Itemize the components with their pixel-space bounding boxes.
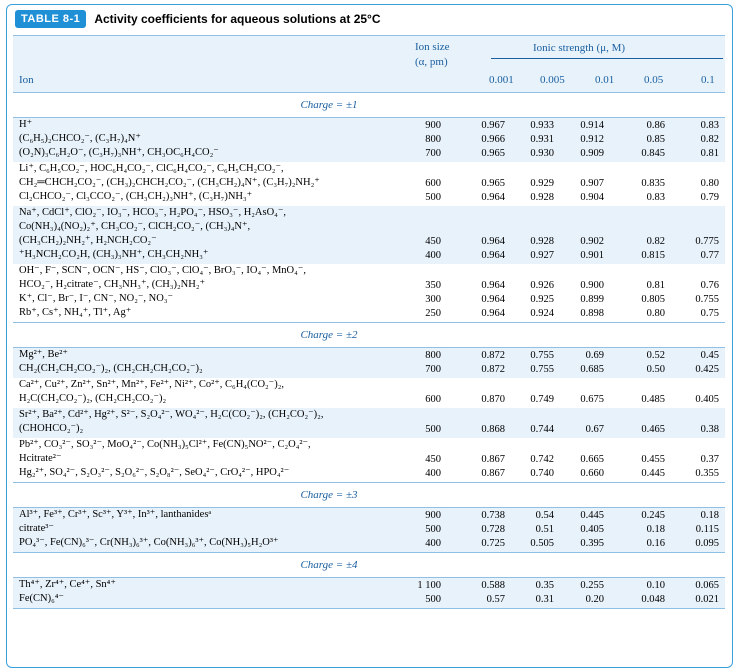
activity-coefficient: 0.065 (695, 580, 719, 591)
activity-coefficient: 0.901 (580, 250, 604, 261)
ion-group (13, 117, 725, 323)
activity-coefficient: 0.926 (530, 280, 554, 291)
activity-coefficient: 0.83 (646, 192, 665, 203)
ion-size-value: 500 (425, 524, 441, 535)
activity-coefficient: 0.964 (481, 236, 505, 247)
activity-coefficient: 0.76 (700, 280, 719, 291)
ion-size-value: 400 (425, 250, 441, 261)
activity-coefficient: 0.86 (646, 120, 665, 131)
activity-coefficient: 0.245 (641, 510, 665, 521)
ion-size-value: 900 (425, 120, 441, 131)
activity-coefficient: 0.665 (580, 454, 604, 465)
activity-coefficient: 0.835 (641, 178, 665, 189)
ionic-strength-rule (491, 58, 723, 59)
activity-coefficient: 0.742 (530, 454, 554, 465)
activity-coefficient: 0.749 (530, 394, 554, 405)
activity-coefficient: 0.405 (695, 394, 719, 405)
activity-coefficient: 0.900 (580, 280, 604, 291)
activity-coefficient: 0.964 (481, 250, 505, 261)
ion-size-value: 700 (425, 148, 441, 159)
activity-coefficient: 0.77 (700, 250, 719, 261)
charge-label: Charge = ±3 (300, 489, 358, 501)
activity-coefficient: 0.38 (700, 424, 719, 435)
ion-size-value: 1 100 (417, 580, 441, 591)
activity-coefficient: 0.966 (481, 134, 505, 145)
table-row (13, 378, 725, 408)
strength-0001: 0.001 (489, 74, 514, 86)
activity-coefficient: 0.805 (641, 294, 665, 305)
ion-size-value: 450 (425, 454, 441, 465)
activity-coefficient: 0.10 (646, 580, 665, 591)
activity-coefficient: 0.16 (646, 538, 665, 549)
activity-coefficient: 0.845 (641, 148, 665, 159)
charge-heading (13, 93, 725, 117)
activity-coefficient: 0.898 (580, 308, 604, 319)
activity-coefficient: 0.872 (481, 350, 505, 361)
activity-coefficient: 0.738 (481, 510, 505, 521)
ion-list: Al³⁺, Fe³⁺, Cr³⁺, Sc³⁺, Y³⁺, In³⁺, lanthanidesᵃ citrate³⁻ PO₄³⁻, Fe(CN)₆³⁻, Cr(NH₃)₆³⁺, Co(NH₃)₆³⁺, Co(NH₃)₅H₂O³⁺ (19, 509, 279, 548)
column-header (13, 35, 725, 93)
activity-coefficient: 0.914 (580, 120, 604, 131)
activity-coefficient: 0.80 (700, 178, 719, 189)
ion-list: OH⁻, F⁻, SCN⁻, OCN⁻, HS⁻, ClO₃⁻, ClO₄⁻, BrO₃⁻, IO₄⁻, MnO₄⁻, HCO₂⁻, H₂citrate⁻, CH₃NH₃⁺, (CH₃)₂NH₂⁺ K⁺, Cl⁻, Br⁻, I⁻, CN⁻, NO₂⁻, NO₃⁻ Rb⁺, Cs⁺, NH₄⁺, Tl⁺, Ag⁺ (19, 265, 306, 318)
table-row (13, 408, 725, 438)
activity-coefficient: 0.899 (580, 294, 604, 305)
ion-size-value: 800 (425, 134, 441, 145)
activity-coefficient: 0.924 (530, 308, 554, 319)
activity-coefficient: 0.82 (646, 236, 665, 247)
activity-coefficient: 0.57 (486, 594, 505, 605)
strength-01: 0.1 (701, 74, 715, 86)
charge-heading (13, 553, 725, 577)
ionic-strength-header: Ionic strength (μ, M) (533, 42, 626, 54)
activity-coefficient: 0.355 (695, 468, 719, 479)
strength-005: 0.05 (644, 74, 664, 86)
activity-coefficient: 0.725 (481, 538, 505, 549)
activity-coefficient: 0.912 (580, 134, 604, 145)
activity-coefficient: 0.815 (641, 250, 665, 261)
ion-size-value: 500 (425, 594, 441, 605)
ion-size-value: 350 (425, 280, 441, 291)
activity-coefficient: 0.50 (646, 364, 665, 375)
activity-coefficient: 0.925 (530, 294, 554, 305)
activity-coefficient: 0.505 (530, 538, 554, 549)
ion-group (13, 507, 725, 553)
table-number-badge: TABLE 8-1 (15, 10, 86, 28)
activity-coefficient: 0.964 (481, 280, 505, 291)
ion-size-value: 900 (425, 510, 441, 521)
ion-list: Ca²⁺, Cu²⁺, Zn²⁺, Sn²⁺, Mn²⁺, Fe²⁺, Ni²⁺, Co²⁺, C₆H₄(CO₂⁻)₂, H₂C(CH₂CO₂⁻)₂, (CH₂CH₂CO₂⁻)₂ (19, 379, 285, 404)
activity-coefficient: 0.740 (530, 468, 554, 479)
activity-coefficient: 0.405 (580, 524, 604, 535)
activity-coefficient: 0.18 (700, 510, 719, 521)
activity-coefficient: 0.588 (481, 580, 505, 591)
activity-coefficient: 0.445 (641, 468, 665, 479)
ion-list: Sr²⁺, Ba²⁺, Cd²⁺, Hg²⁺, S²⁻, S₂O₄²⁻, WO₄²⁻, H₂C(CO₂⁻)₂, (CH₂CO₂⁻)₂, (CHOHCO₂⁻)₂ (19, 409, 324, 434)
activity-coefficient: 0.931 (530, 134, 554, 145)
activity-coefficient: 0.255 (580, 580, 604, 591)
ion-size-value: 800 (425, 350, 441, 361)
charge-label: Charge = ±4 (300, 559, 358, 571)
activity-coefficient: 0.75 (700, 308, 719, 319)
table-title: Activity coefficients for aqueous solutions at 25°C (94, 12, 381, 26)
ion-list: H⁺ (C₆H₅)₂CHCO₂⁻, (C₃H₇)₄N⁺ (O₂N)₃C₆H₂O⁻, (C₃H₇)₃NH⁺, CH₃OC₆H₄CO₂⁻ (19, 119, 219, 158)
activity-coefficient: 0.83 (700, 120, 719, 131)
activity-coefficient: 0.81 (646, 280, 665, 291)
activity-coefficient: 0.69 (585, 350, 604, 361)
table-row (13, 508, 725, 552)
activity-coefficient: 0.964 (481, 192, 505, 203)
activity-coefficient: 0.048 (641, 594, 665, 605)
activity-coefficient: 0.660 (580, 468, 604, 479)
activity-coefficient: 0.965 (481, 178, 505, 189)
ion-list: Mg²⁺, Be²⁺ CH₂(CH₂CH₂CO₂⁻)₂, (CH₂CH₂CH₂CO₂⁻)₂ (19, 349, 203, 374)
ion-list: Th⁴⁺, Zr⁴⁺, Ce⁴⁺, Sn⁴⁺ Fe(CN)₆⁴⁻ (19, 579, 116, 604)
ion-list: Pb²⁺, CO₃²⁻, SO₃²⁻, MoO₄²⁻, Co(NH₃)₅Cl²⁺, Fe(CN)₅NO²⁻, C₂O₄²⁻, Hcitrate²⁻ Hg₂²⁺, SO₄²⁻, S₂O₃²⁻, S₂O₆²⁻, S₂O₈²⁻, SeO₄²⁻, CrO₄²⁻, HPO₄²⁻ (19, 439, 311, 478)
activity-coefficient: 0.933 (530, 120, 554, 131)
activity-coefficient: 0.485 (641, 394, 665, 405)
ion-list: Li⁺, C₆H₅CO₂⁻, HOC₆H₄CO₂⁻, ClC₆H₄CO₂⁻, C₆H₅CH₂CO₂⁻, CH₂═CHCH₂CO₂⁻, (CH₃)₂CHCH₂CO₂⁻, (CH₃CH₂)₄N⁺, (C₃H₇)₂NH₂⁺ Cl₂CHCO₂⁻, Cl₃CCO₂⁻, (CH₃CH₂)₃NH⁺, (C₃H₇)NH₃⁺ (19, 163, 320, 202)
activity-coefficient: 0.755 (530, 350, 554, 361)
activity-coefficient: 0.54 (535, 510, 554, 521)
activity-coefficient: 0.928 (530, 236, 554, 247)
ion-size-value: 400 (425, 468, 441, 479)
activity-coefficient: 0.930 (530, 148, 554, 159)
table-panel (6, 4, 733, 668)
ion-group (13, 577, 725, 609)
activity-coefficient: 0.902 (580, 236, 604, 247)
activity-coefficient: 0.868 (481, 424, 505, 435)
activity-coefficient: 0.35 (535, 580, 554, 591)
charge-label: Charge = ±2 (300, 329, 358, 341)
table-header (7, 5, 732, 33)
table-row (13, 578, 725, 608)
activity-coefficient: 0.904 (580, 192, 604, 203)
activity-coefficient: 0.775 (695, 236, 719, 247)
ion-size-value: 600 (425, 178, 441, 189)
charge-heading (13, 323, 725, 347)
activity-coefficient: 0.20 (585, 594, 604, 605)
activity-coefficient: 0.445 (580, 510, 604, 521)
activity-coefficient: 0.867 (481, 468, 505, 479)
activity-coefficient: 0.67 (585, 424, 604, 435)
ion-size-column-header: Ion size (α, pm) (415, 41, 450, 68)
ion-size-value: 250 (425, 308, 441, 319)
charge-heading (13, 483, 725, 507)
activity-coefficient: 0.870 (481, 394, 505, 405)
table-row (13, 348, 725, 378)
activity-coefficient: 0.755 (530, 364, 554, 375)
strength-0005: 0.005 (540, 74, 565, 86)
ion-group (13, 347, 725, 483)
ion-size-value: 500 (425, 192, 441, 203)
activity-coefficient: 0.929 (530, 178, 554, 189)
activity-coefficient: 0.965 (481, 148, 505, 159)
strength-001: 0.01 (595, 74, 615, 86)
activity-coefficient: 0.115 (695, 524, 719, 535)
activity-coefficient: 0.964 (481, 294, 505, 305)
ion-size-value: 400 (425, 538, 441, 549)
activity-coefficient: 0.907 (580, 178, 604, 189)
ion-size-value: 600 (425, 394, 441, 405)
activity-coefficient: 0.685 (580, 364, 604, 375)
activity-coefficient: 0.52 (646, 350, 665, 361)
activity-coefficient: 0.45 (700, 350, 719, 361)
activity-coefficient: 0.755 (695, 294, 719, 305)
activity-coefficient: 0.867 (481, 454, 505, 465)
activity-coefficient: 0.51 (535, 524, 554, 535)
table-row (13, 438, 725, 482)
activity-coefficient: 0.81 (700, 148, 719, 159)
table-row (13, 264, 725, 322)
table-body (13, 93, 725, 609)
activity-coefficient: 0.909 (580, 148, 604, 159)
charge-label: Charge = ±1 (300, 99, 358, 111)
ion-list: Na⁺, CdCl⁺, ClO₂⁻, IO₃⁻, HCO₃⁻, H₂PO₄⁻, HSO₃⁻, H₂AsO₄⁻, Co(NH₃)₄(NO₂)₂⁺, CH₃CO₂⁻, ClCH₂CO₂⁻, (CH₃)₄N⁺, (CH₃CH₂)₂NH₂⁺, H₂NCH₂CO₂⁻ ⁺H₃NCH₂CO₂H, (CH₃)₃NH⁺, CH₃CH₂NH₃⁺ (19, 207, 287, 260)
activity-coefficient: 0.425 (695, 364, 719, 375)
table-row (13, 206, 725, 264)
activity-coefficient: 0.095 (695, 538, 719, 549)
activity-coefficient: 0.85 (646, 134, 665, 145)
activity-coefficient: 0.927 (530, 250, 554, 261)
activity-coefficient: 0.80 (646, 308, 665, 319)
activity-coefficient: 0.967 (481, 120, 505, 131)
activity-coefficient: 0.79 (700, 192, 719, 203)
activity-coefficient: 0.37 (700, 454, 719, 465)
activity-coefficient: 0.31 (535, 594, 554, 605)
activity-coefficient: 0.964 (481, 308, 505, 319)
ion-size-value: 500 (425, 424, 441, 435)
ion-size-value: 300 (425, 294, 441, 305)
activity-coefficient: 0.82 (700, 134, 719, 145)
table-row (13, 118, 725, 162)
activity-coefficient: 0.872 (481, 364, 505, 375)
ion-size-value: 700 (425, 364, 441, 375)
activity-coefficient: 0.455 (641, 454, 665, 465)
ion-column-header: Ion (19, 74, 34, 86)
activity-coefficient: 0.18 (646, 524, 665, 535)
activity-coefficient: 0.744 (530, 424, 554, 435)
activity-coefficient: 0.728 (481, 524, 505, 535)
activity-coefficient: 0.928 (530, 192, 554, 203)
activity-coefficient: 0.395 (580, 538, 604, 549)
table-row (13, 162, 725, 206)
ion-size-value: 450 (425, 236, 441, 247)
activity-coefficient: 0.465 (641, 424, 665, 435)
activity-coefficient: 0.675 (580, 394, 604, 405)
activity-coefficient: 0.021 (695, 594, 719, 605)
